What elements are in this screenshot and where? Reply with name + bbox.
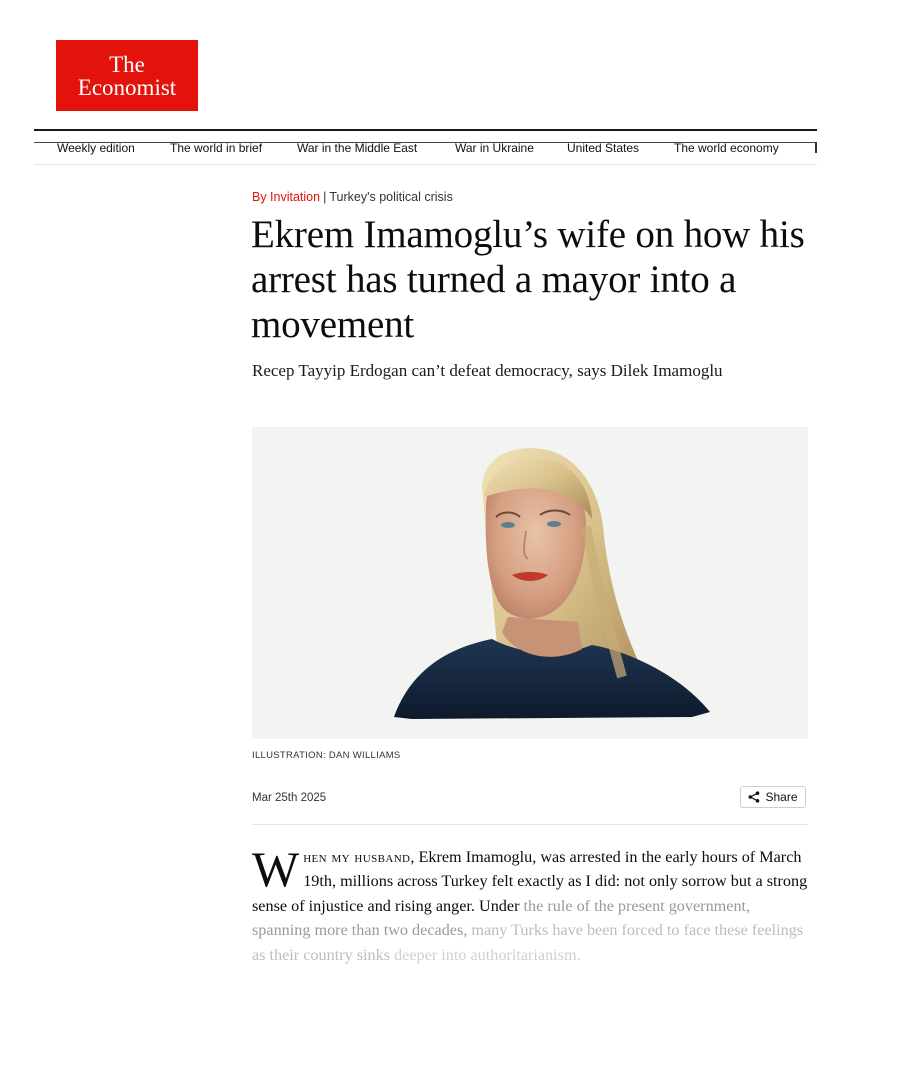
body-text-2: the rule of the present government, spanning more than two decades, xyxy=(252,896,751,940)
nav-item-world-in-brief[interactable]: The world in brief xyxy=(170,141,263,155)
nav-top-rule xyxy=(34,129,817,131)
article-paragraph xyxy=(252,841,808,967)
nav-item-united-states[interactable]: United States xyxy=(567,141,640,155)
share-label: Share xyxy=(765,790,798,804)
nav-item-world-economy[interactable]: The world economy xyxy=(674,141,779,155)
section-link[interactable]: Turkey's political crisis xyxy=(329,190,453,204)
nav-bottom-rule xyxy=(34,164,817,165)
article-subheadline: Recep Tayyip Erdogan can’t defeat democracy, says Dilek Imamoglu xyxy=(252,361,723,380)
article-kicker xyxy=(252,190,453,204)
portrait-illustration xyxy=(252,427,808,739)
kicker-separator: | xyxy=(323,190,327,204)
main-navigation xyxy=(34,140,814,156)
body-text-1: , Ekrem Imamoglu, was arrested in the early hours of March 19th, millions across Turkey felt exactly as I did: not only sorrow but a strong sense of injustice and rising anger. Under xyxy=(252,848,808,915)
nav-item-weekly-edition[interactable]: Weekly edition xyxy=(57,141,135,155)
hero-illustration xyxy=(252,427,808,739)
lead-in-smallcaps: hen my husband xyxy=(303,848,411,866)
dropcap: W xyxy=(252,841,300,897)
meta-divider xyxy=(252,824,808,825)
publish-date: Mar 25th 2025 xyxy=(252,792,327,804)
body-text-4: deeper into authoritarianism. xyxy=(390,945,581,964)
economist-logo[interactable] xyxy=(56,40,198,111)
body-text-3: many Turks have been forced to face these feelings as their country sinks xyxy=(252,921,804,964)
article-headline: Ekrem Imamoglu’s wife on how his arrest has turned a mayor into a movement xyxy=(251,213,805,346)
article-body xyxy=(252,841,808,967)
share-button[interactable] xyxy=(740,786,806,808)
image-credit: ILLUSTRATION: DAN WILLIAMS xyxy=(252,750,401,761)
logo-line-1: The xyxy=(109,51,145,77)
nav-right-divider xyxy=(815,142,817,153)
flytitle-link[interactable]: By Invitation xyxy=(252,190,321,204)
logo-line-2: Economist xyxy=(77,74,177,100)
nav-item-war-ukraine[interactable]: War in Ukraine xyxy=(455,141,534,155)
nav-item-war-middle-east[interactable]: War in the Middle East xyxy=(297,141,418,155)
share-icon xyxy=(748,791,760,803)
